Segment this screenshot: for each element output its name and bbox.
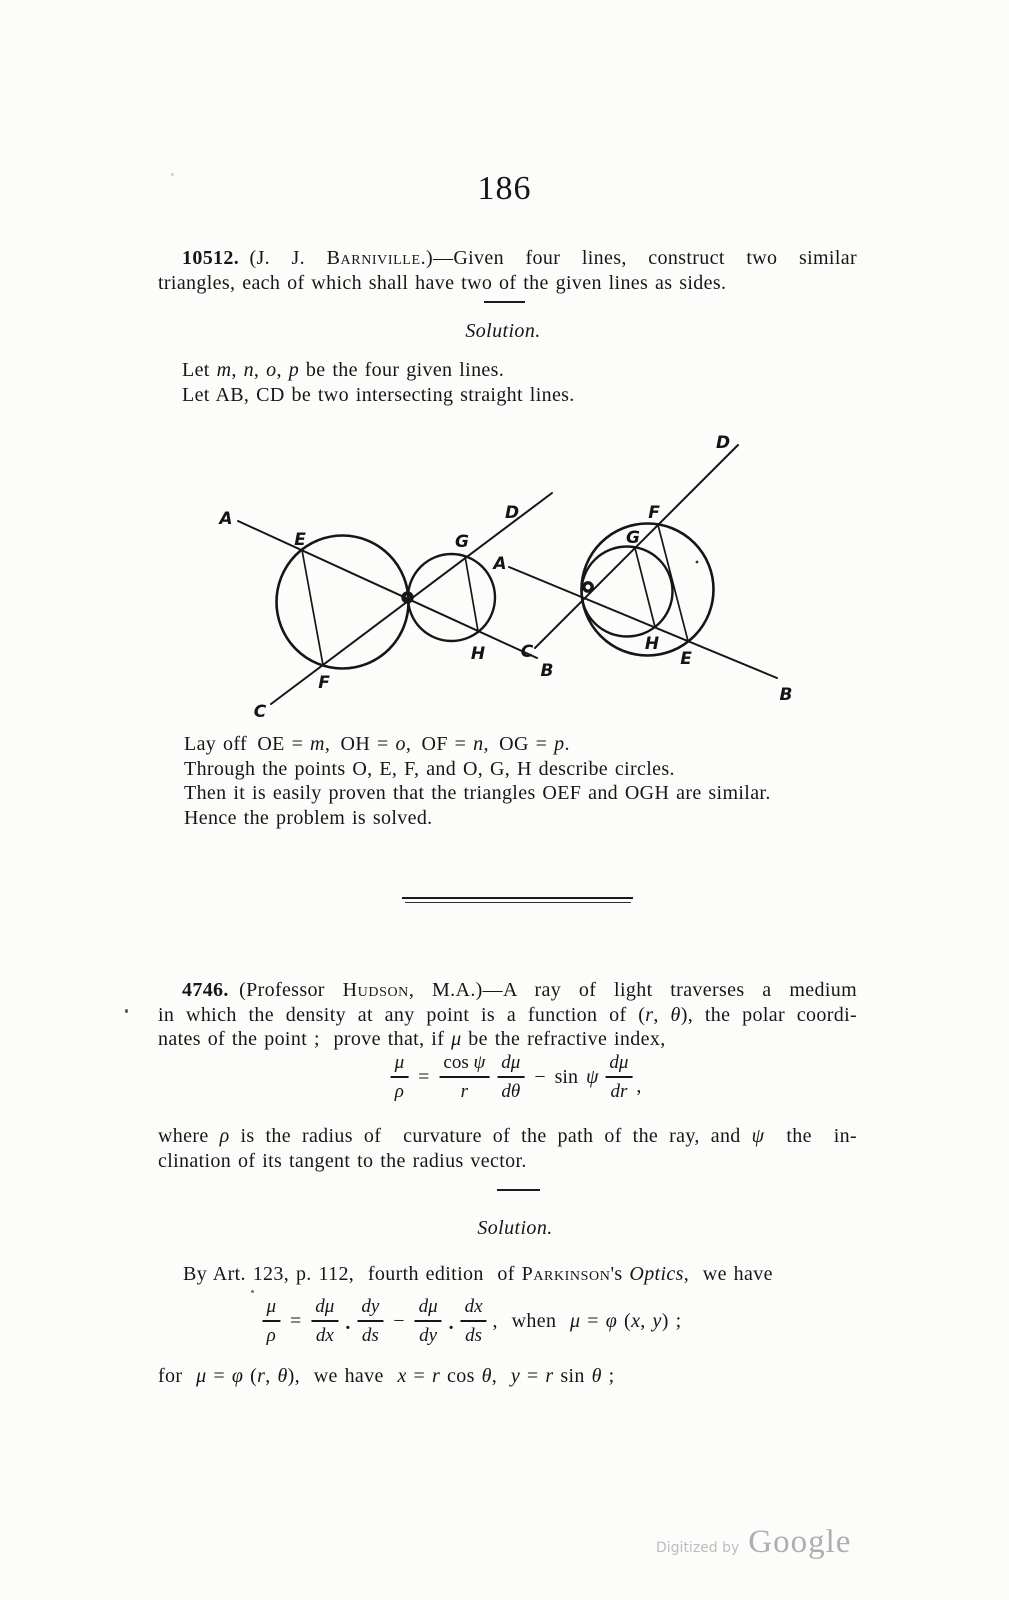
label-h-right: H <box>644 634 660 654</box>
label-a-right: A <box>493 554 507 574</box>
solution-setup <box>182 358 575 407</box>
scan-speck <box>171 173 174 176</box>
chord-gh-right <box>635 548 655 627</box>
equals-sign: = <box>418 1065 430 1088</box>
for-line-text: for μ = φ (r, θ), we have x = r cos θ, y = r sin θ ; <box>158 1365 615 1387</box>
fraction-dx-ds: $\frac{dx}{ds}$ <box>461 1296 487 1346</box>
label-g-left: G <box>455 532 469 552</box>
label-a-left: A <box>219 509 233 529</box>
label-h-left: H <box>470 644 486 664</box>
chord-gh-left <box>465 556 478 631</box>
google-logo: Google <box>748 1524 852 1560</box>
statement-line: in which the density at any point is a function of (r, θ), the polar coordi- <box>158 1003 857 1026</box>
label-f-left: F <box>318 673 330 693</box>
fraction-dmu-dtheta: $\frac{d\mu}{d\theta}$ <box>497 1052 524 1102</box>
scan-speck <box>125 1009 128 1013</box>
problem-separator-rule <box>405 902 631 903</box>
label-g-right: G <box>626 528 640 548</box>
digitized-watermark <box>656 1524 851 1561</box>
page-number: 186 <box>477 170 532 207</box>
solution-conclusion <box>184 732 771 830</box>
label-b-left: B <box>540 661 554 681</box>
problem-separator-rule <box>402 897 633 899</box>
chord-fe-right <box>658 525 688 641</box>
where-clause <box>158 1124 857 1173</box>
point-o-right <box>584 583 592 591</box>
section-rule <box>497 1189 540 1191</box>
statement-line: triangles, each of which shall have two of the given lines as sides. <box>158 271 727 294</box>
label-c-right: C <box>520 642 534 662</box>
problem-10512-statement <box>158 246 857 295</box>
circle-ogh-left <box>408 554 495 641</box>
scan-speck <box>251 1290 254 1293</box>
label-f-right: F <box>648 503 660 523</box>
fraction-mu-rho: $\frac{\mu}{\rho}$ <box>262 1296 280 1346</box>
formula-curvature-cartesian <box>258 1296 681 1346</box>
line-ab-left <box>238 521 537 658</box>
minus-sign: − <box>393 1309 405 1332</box>
chord-ef-left <box>302 550 323 665</box>
fraction-mu-rho: $\frac{\mu}{\rho}$ <box>391 1052 409 1102</box>
formula-refractive-index <box>387 1052 642 1102</box>
statement-line: 4746. (Professor Hudson, M.A.)—A ray of light traverses a medium <box>182 979 857 1001</box>
multiplication-dot: . <box>345 1311 351 1334</box>
conclusion-line: Then it is easily proven that the triangles OEF and OGH are similar. <box>184 782 771 804</box>
comma: , <box>636 1074 642 1097</box>
fraction-dmu-dr: $\frac{d\mu}{dr}$ <box>605 1052 632 1102</box>
fraction-cospsi-r: cos ψ r <box>439 1052 489 1102</box>
equals-sign: = <box>290 1309 302 1332</box>
setup-line: Let m, n, o, p be the four given lines. <box>182 359 505 381</box>
fraction-dmu-dx: $\frac{d\mu}{dx}$ <box>311 1296 338 1346</box>
geometry-diagram <box>180 425 830 725</box>
fraction-dy-ds: $\frac{dy}{ds}$ <box>357 1296 383 1346</box>
solution-byline <box>183 1262 773 1287</box>
conclusion-line: Hence the problem is solved. <box>184 806 433 829</box>
problem-4746-statement <box>158 978 857 1052</box>
circle-oef-left <box>277 536 409 669</box>
where-line: where ρ is the radius of curvature of the path of the ray, and ψ the in- <box>158 1125 857 1147</box>
multiplication-dot: . <box>448 1311 454 1334</box>
label-e-left: E <box>294 530 306 550</box>
where-line: clination of its tangent to the radius vector. <box>158 1149 527 1172</box>
label-b-right: B <box>779 685 793 705</box>
label-c-left: C <box>253 702 267 722</box>
setup-line: Let AB, CD be two intersecting straight lines. <box>182 383 575 406</box>
statement-line: nates of the point ; prove that, if μ be the refractive index, <box>158 1028 666 1050</box>
sin-psi-term: sin ψ <box>554 1065 599 1088</box>
solution-heading: Solution. <box>477 1217 553 1239</box>
conclusion-line: Through the points O, E, F, and O, G, H describe circles. <box>184 757 675 780</box>
section-rule <box>484 301 525 303</box>
fraction-dmu-dy: $\frac{d\mu}{dy}$ <box>415 1296 442 1346</box>
label-d-left: D <box>504 503 520 523</box>
label-e-right: E <box>680 649 692 669</box>
label-d-right: D <box>715 433 731 453</box>
statement-line: 10512. (J. J. Barniville.)—Given four lines, construct two similar <box>182 247 857 269</box>
watermark-prefix: Digitized by <box>656 1540 740 1556</box>
circle-ogh-right <box>582 547 673 637</box>
byline-text: By Art. 123, p. 112, fourth edition of Parkinson's Optics, we have <box>183 1263 773 1285</box>
formula-condition: , when μ = φ (x, y) ; <box>492 1309 682 1332</box>
conclusion-line: Lay off OE = m, OH = o, OF = n, OG = p. <box>184 733 570 755</box>
minus-sign: − <box>534 1065 546 1088</box>
polar-substitution-line <box>158 1364 615 1389</box>
solution-heading: Solution. <box>465 320 541 342</box>
ink-speck <box>696 561 699 564</box>
